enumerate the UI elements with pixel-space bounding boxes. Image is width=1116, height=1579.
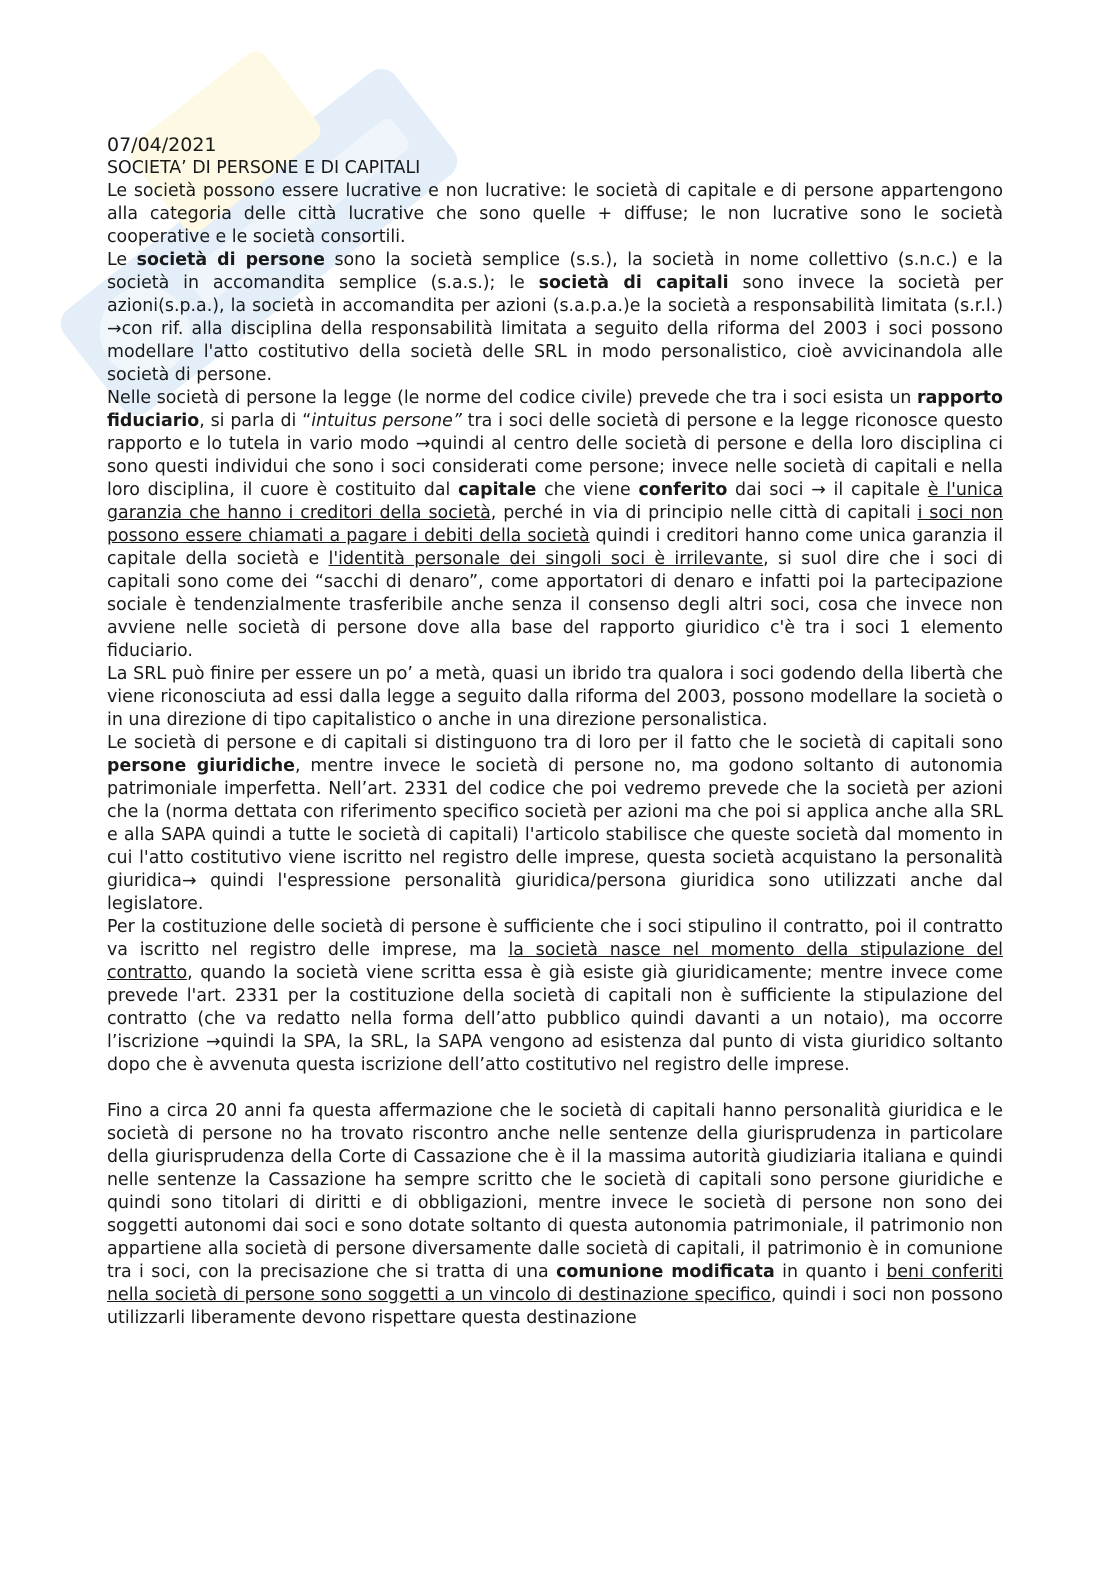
text: dai soci → il capitale: [727, 480, 928, 500]
underlined-text: la società nasce nel momento della stipulazione del contratto: [107, 940, 1003, 983]
bold-term: persone giuridiche: [107, 756, 295, 776]
paragraph-6: [107, 916, 1003, 1077]
bold-term: società di persone: [136, 250, 325, 270]
text: Le società di persone e di capitali si distinguono tra di loro per il fatto che le società di capitali sono: [107, 733, 1003, 753]
paragraph-5: [107, 732, 1003, 916]
text: che viene: [536, 480, 639, 500]
paragraph-1: Le società possono essere lucrative e non lucrative: le società di capitale e di persone appartengono alla categoria delle città lucrative che sono quelle + diffuse; le non lucrative sono le società cooperative e le società consortili.: [107, 181, 1003, 247]
text: , mentre invece le società di persone no, ma godono soltanto di autonomia patrimoniale imperfetta. Nell’art. 2331 del codice che poi vedremo prevede che la società per azioni che la (norma dettata con riferimento specifico società per azioni ma che poi si applica anche alla SRL e alla SAPA quindi a tutte le società di capitali) l'articolo stabilisce che queste società dal momento in cui l'atto costitutivo viene iscritto nel registro delle imprese, questa società acquistano la personalità giuridica→ quindi l'espressione personalità giuridica/persona giuridica sono utilizzati anche dal legislatore.: [107, 756, 1003, 914]
italic-term: intuitus persone”: [311, 411, 462, 431]
underlined-text: l'identità personale dei singoli soci è irrilevante: [328, 549, 764, 569]
paragraph-4: La SRL può finire per essere un po’ a metà, quasi un ibrido tra qualora i soci godendo della libertà che viene riconosciuta ad essi dalla legge a seguito dalla riforma del 2003, possono modellare la società o in una direzione di tipo capitalistico o anche in una direzione personalistica.: [107, 664, 1003, 730]
text: , perché in via di principio nelle città di capitali: [490, 503, 918, 523]
text: , quindi i soci non possono utilizzarli liberamente devono rispettare questa destinazione: [107, 1285, 1004, 1328]
text: Per la costituzione delle società di persone è sufficiente che i soci stipulino il contratto, poi il contratto va iscritto nel registro delle imprese, ma: [107, 917, 1003, 960]
text: , si suol dire che i soci di capitali sono come dei “sacchi di denaro”, come apportatori di denaro e infatti poi la partecipazione sociale è tendenzialmente trasferibile anche senza il consenso degli altri soci, cosa che invece non avviene nelle società di persone dove alla base del rapporto giuridico c'è tra i soci 1 elemento fiduciario.: [107, 549, 1003, 661]
document-date: 07/04/2021: [107, 134, 217, 156]
paragraph-2: [107, 249, 1003, 387]
text: tra i soci delle società di persone e la legge riconosce questo rapporto e lo tutela in vario modo →quindi al centro delle società di persone e della loro disciplina ci sono questi individui che sono i soci considerati come persone; invece nelle società di capitali e nella loro disciplina, il cuore è costituito dal: [107, 411, 1003, 500]
underlined-text: i soci non possono essere chiamati a pagare i debiti della società: [107, 503, 1004, 546]
text: sono invece la società per azioni(s.p.a.), la società in accomandita per azioni (s.a.p.a.)e la società a responsabilità limitata (s.r.l.) →con rif. alla disciplina della responsabilità limitata a seguito della riforma del 2003 i soci possono modellare l'atto costitutivo della società delle SRL in modo personalistico, cioè avvicinandola alle società di persone.: [107, 273, 1003, 385]
bold-term: rapporto fiduciario: [107, 388, 1003, 431]
underlined-text: è l'unica garanzia che hanno i creditori della società: [107, 480, 1003, 523]
bold-term: conferito: [638, 480, 728, 500]
underlined-text: beni conferiti nella società di persone sono soggetti a un vincolo di destinazione specifico: [107, 1262, 1004, 1305]
text: , quando la società viene scritta essa è già esiste già giuridicamente; mentre invece come prevede l'art. 2331 per la costituzione della società di capitali non è sufficiente la stipulazione del contratto (che va redatto nella forma dell’atto pubblico quindi davanti a un notaio), ma occorre l’iscrizione →quindi la SPA, la SRL, la SAPA vengono ad esistenza dal punto di vista giuridico soltanto dopo che è avvenuta questa iscrizione dell’atto costitutivo nel registro delle imprese.: [107, 963, 1003, 1075]
document-body: [107, 133, 1003, 1330]
text: Fino a circa 20 anni fa questa affermazione che le società di capitali hanno personalità giuridica e le società di persone no ha trovato riscontro anche nelle sentenze della giurisprudenza in particolare della giurisprudenza della Corte di Cassazione che è il la massima autorità giudiziaria italiana e quindi nelle sentenze la Cassazione ha sempre scritto che le società di capitali sono persone giuridiche e quindi sono titolari di diritti e di obbligazioni, mentre invece le società di persone non sono dei soggetti autonomi dai soci e sono dotate soltanto di questa autonomia patrimoniale, il patrimonio non appartiene alla società di persone diversamente dalle società di capitali, il patrimonio è in comunione tra i soci, con la precisazione che si tratta di una: [107, 1101, 1003, 1282]
text: quindi i creditori hanno come unica garanzia il capitale della società e: [107, 526, 1003, 569]
paragraph-3: [107, 387, 1003, 663]
text: Nelle società di persone la legge (le norme del codice civile) prevede che tra i soci esista un: [107, 388, 917, 408]
bold-term: capitale: [458, 480, 537, 500]
text: sono la società semplice (s.s.), la società in nome collettivo (s.n.c.) e la società in accomandita semplice (s.a.s.); le: [107, 250, 1003, 293]
bold-term: società di capitali: [538, 273, 729, 293]
text: in quanto i: [774, 1262, 887, 1282]
text: Le: [107, 250, 137, 270]
paragraph-spacer: [107, 1077, 1003, 1100]
text: , si parla di “: [199, 411, 312, 431]
bold-term: comunione modificata: [556, 1262, 775, 1282]
document-title: SOCIETA’ DI PERSONE E DI CAPITALI: [107, 158, 421, 178]
paragraph-7: [107, 1100, 1003, 1330]
